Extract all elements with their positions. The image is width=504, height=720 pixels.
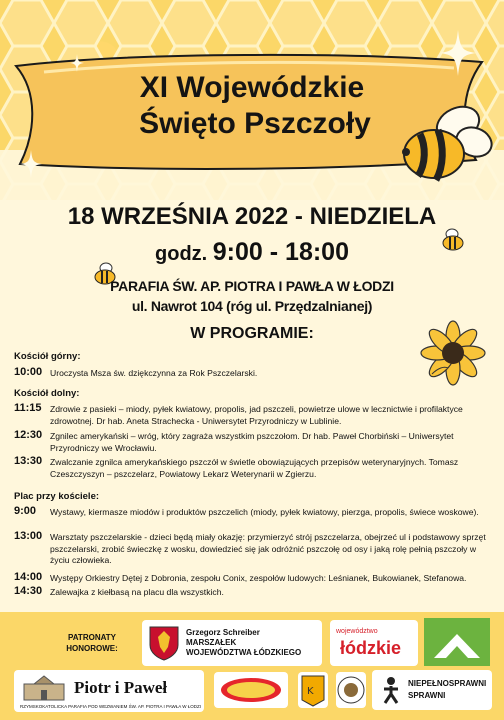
programme-text: Wystawy, kiermasze miodów i produktów pszczelich (miody, pyłek kwiatowy, pierzga, propolis, świece woskowe). bbox=[50, 507, 479, 517]
programme-time: 13:00 bbox=[14, 530, 43, 542]
title-line-2: Święto Pszczoły bbox=[139, 107, 371, 140]
parish-subtitle: RZYMSKOKATOLICKA PARAFIA POD WEZWANIEM ŚW. AP. PIOTRA I PAWŁA W ŁODZI bbox=[20, 704, 202, 709]
np-line-1: NIEPEŁNOSPRAWNI bbox=[408, 679, 487, 688]
leroy-merlin-logo bbox=[424, 618, 490, 666]
sparkle-icon bbox=[20, 150, 42, 178]
programme-heading: W PROGRAMIE: bbox=[190, 325, 314, 342]
programme-text: Występy Orkiestry Dętej z Dobronia, zespołu Conix, zespołów ludowych: Leśnianek, Bukowianek, Stefanowa. bbox=[50, 573, 467, 583]
np-line-2: SPRAWNI bbox=[408, 691, 446, 700]
church-icon bbox=[20, 674, 68, 702]
section-title: Kościół dolny: bbox=[14, 388, 80, 399]
patronat-line-1: PATRONATY bbox=[68, 633, 116, 642]
sponsor-logo bbox=[336, 672, 366, 708]
event-place: PARAFIA ŚW. AP. PIOTRA I PAWŁA W ŁODZI bbox=[110, 278, 394, 294]
programme-time: 11:15 bbox=[14, 402, 42, 414]
hours-value: 9:00 - 18:00 bbox=[212, 238, 349, 266]
niepelnosprawni-logo bbox=[372, 670, 492, 710]
sparkle-icon bbox=[440, 30, 476, 76]
lodzkie-small-text: województwo bbox=[336, 628, 378, 635]
programme-text: Zgnilec amerykański – wróg, który zagraża wszystkim pszczołom. Dr hab. Paweł Chorbiński – Uniwersytet Przyrodniczy we Wrocławiu. bbox=[50, 431, 454, 453]
programme-time: 10:00 bbox=[14, 366, 43, 378]
programme-text: Zwalczanie zgnilca amerykańskiego pszczół w świetle obowiązujących przepisów weterynaryjnych. Tomasz Czeszczyszyn – pszczelarz, Powiatowy Lekarz Weterynarii w Zgierzu. bbox=[50, 457, 459, 479]
section-title: Plac przy kościele: bbox=[14, 491, 100, 502]
lodzkie-big-text: łódzkie bbox=[340, 638, 402, 658]
programme-time: 14:00 bbox=[14, 571, 43, 583]
date-main: 18 WRZEŚNIA 2022 bbox=[67, 203, 289, 230]
section-title: Kościół górny: bbox=[14, 351, 81, 362]
parish-logo bbox=[14, 670, 204, 712]
programme-text: Uroczysta Msza św. dziękczynna za Rok Pszczelarski. bbox=[50, 368, 258, 378]
event-date bbox=[0, 203, 504, 231]
patronat-line-2: HONOROWE: bbox=[66, 644, 118, 653]
sponsor-logo bbox=[214, 672, 288, 708]
marszalek-title-1: MARSZAŁEK bbox=[186, 638, 237, 647]
patronat-label bbox=[58, 632, 126, 654]
coat-of-arms-icon bbox=[148, 625, 180, 661]
marszalek-name: Grzegorz Schreiber bbox=[186, 628, 260, 637]
lodzkie-logo bbox=[330, 620, 418, 666]
sparkle-icon bbox=[70, 54, 84, 72]
programme-time: 13:30 bbox=[14, 455, 43, 467]
svg-text:K: K bbox=[307, 686, 314, 697]
accessibility-icon bbox=[378, 676, 404, 704]
marszalek-title-2: WOJEWÓDZTWA ŁÓDZKIEGO bbox=[186, 648, 302, 657]
sponsor-logo bbox=[298, 672, 328, 708]
date-day: - NIEDZIELA bbox=[288, 203, 437, 230]
programme-text: Zdrowie z pasieki – miody, pyłek kwiatowy, propolis, jad pszczeli, powietrze ulowe w lecznictwie i profilaktyce zdrowotnej. Dr hab. Aneta Strachecka - Uniwersytet Przyrodniczy w Lublinie. bbox=[50, 404, 463, 426]
hours-prefix: godz. bbox=[155, 243, 213, 265]
programme-time: 14:30 bbox=[14, 585, 43, 597]
event-address: ul. Nawrot 104 (róg ul. Przędzalnianej) bbox=[131, 298, 373, 314]
programme-time: 9:00 bbox=[14, 505, 37, 517]
programme-text: Zalewajka z kiełbasą na placu dla wszystkich. bbox=[50, 587, 224, 597]
programme-text: Warsztaty pszczelarskie - dzieci będą miały okazję: przymierzyć strój pszczelarza, obejrzeć ul i podstawowy sprzęt pszczelarski, zrobić świeczkę z wosku, dowiedzieć się jak odróżnić pszczołę od osy i jaką rolę pełnią pszczoły w życiu człowieka. bbox=[50, 532, 486, 565]
event-hours bbox=[0, 238, 504, 267]
bee-icon bbox=[398, 102, 494, 192]
title-line-1: XI Wojewódzkie bbox=[139, 71, 365, 104]
marszalek-logo bbox=[142, 620, 322, 666]
programme-time: 12:30 bbox=[14, 429, 43, 441]
parish-name: Piotr i Paweł bbox=[74, 678, 168, 697]
